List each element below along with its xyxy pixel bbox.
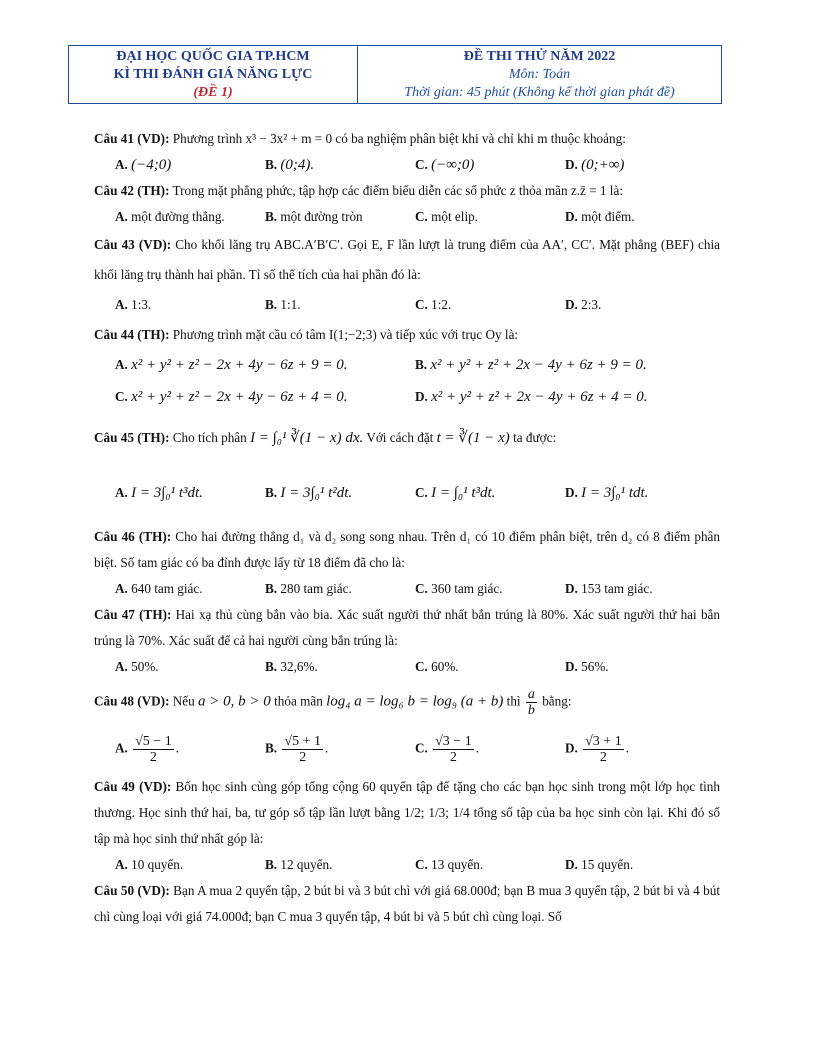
question-label: Câu 45 (TH): <box>94 430 170 445</box>
question-text: Phương trình mặt cầu có tâm I(1;−2;3) và tiếp xúc với trục Oy là: <box>172 327 519 342</box>
integral-expression: I = ∫₀¹ ∛(1 − x) dx. <box>250 430 364 446</box>
question-label: Câu 41 (VD): <box>94 131 170 146</box>
option-c[interactable]: C. (−∞;0) <box>415 156 475 173</box>
question-45: Câu 45 (TH): Cho tích phân I = ∫₀¹ ∛(1 − x) dx. Với cách đặt t = ∛(1 − x) ta được: <box>94 430 557 446</box>
question-label: Câu 47 (TH): <box>94 607 172 622</box>
question-text: Trong mặt phẳng phức, tập hợp các điểm biểu diễn các số phức z thỏa mãn z.z̄ = 1 là: <box>172 183 623 198</box>
header-right <box>358 46 721 103</box>
option-c[interactable]: C. x² + y² + z² − 2x + 4y − 6z + 4 = 0. <box>115 388 348 405</box>
option-b[interactable]: B. x² + y² + z² + 2x − 4y + 6z + 9 = 0. <box>415 356 647 373</box>
question-text: Cho hai đường thẳng d₁ và d₂ song song nhau. Trên d₁ có 10 điểm phân biệt, trên d₂ có 8 điểm phân biệt. Số tam giác có ba đỉnh được lấy từ 18 điểm đã cho là: <box>94 529 720 570</box>
option-d[interactable]: D. (0;+∞) <box>565 156 625 173</box>
option-c[interactable]: C. $\frac{√3 - 1}{2}$ . <box>415 733 480 765</box>
option-b[interactable]: B. I = 3∫₀¹ t²dt. <box>265 484 353 501</box>
question-text: Bốn học sinh cùng góp tổng cộng 60 quyển tập để tặng cho các bạn học sinh trong một lớp học tình thương. Học sinh thứ hai, ba, tư góp số tập lần lượt bằng 1/2; 1/3; 1/4 tổng số tập của ba học sinh còn lại. Khi đó số tập mà học sinh thứ nhất góp là: <box>94 779 720 846</box>
option-c[interactable]: C. I = ∫₀¹ t³dt. <box>415 484 496 501</box>
option-b[interactable]: B. (0;4). <box>265 156 315 173</box>
question-text: Cho khối lăng trụ ABC.A′B′C′. Gọi E, F lần lượt là trung điểm của AA′, CC′. Mặt phẳng (BEF) chia khối lăng trụ thành hai phần. Tỉ số thể tích của hai phần đó là: <box>94 237 720 282</box>
question-label: Câu 44 (TH): <box>94 327 170 342</box>
options-44-row1 <box>94 350 720 380</box>
options-45 <box>94 462 720 524</box>
header-left <box>69 46 358 103</box>
option-d[interactable]: D. 153 tam giác. <box>565 581 653 596</box>
option-a[interactable]: A. một đường thẳng. <box>115 209 225 224</box>
option-d[interactable]: D. một điểm. <box>565 209 635 224</box>
option-a[interactable]: A. 10 quyển. <box>115 857 184 872</box>
university-name: ĐẠI HỌC QUỐC GIA TP.HCM <box>116 48 310 64</box>
option-a[interactable]: A. 640 tam giác. <box>115 581 203 596</box>
option-a[interactable]: A. (−4;0) <box>115 156 172 173</box>
option-c[interactable]: C. 360 tam giác. <box>415 581 503 596</box>
question-41 <box>94 126 720 152</box>
a-over-b: $\frac{a}{b}$ <box>527 686 535 718</box>
exam-title: ĐỀ THI THỬ NĂM 2022 <box>463 48 616 64</box>
option-b[interactable]: B. $\frac{√5 + 1}{2}$ . <box>265 733 329 765</box>
option-c[interactable]: C. một elip. <box>415 209 479 224</box>
substitution: t = ∛(1 − x) <box>436 430 510 446</box>
question-label: Câu 50 (VD): <box>94 883 170 898</box>
option-a[interactable]: A. $\frac{√5 - 1}{2}$ . <box>115 733 180 765</box>
questions-list <box>94 126 720 930</box>
question-text: Hai xạ thủ cùng bắn vào bia. Xác suất người thứ nhất bắn trúng là 80%. Xác suất người thứ hai bắn trúng là 70%. Xác suất để cả hai người cùng bắn trúng là: <box>94 607 720 648</box>
exam-name: KÌ THI ĐÁNH GIÁ NĂNG LỰC <box>113 66 313 82</box>
options-49 <box>94 852 720 878</box>
exam-header <box>68 45 722 104</box>
options-47 <box>94 654 720 680</box>
option-c[interactable]: C. 60%. <box>415 659 459 674</box>
option-b[interactable]: B. 12 quyển. <box>265 857 333 872</box>
option-a[interactable]: A. 1:3. <box>115 297 152 312</box>
option-d[interactable]: D. 15 quyển. <box>565 857 634 872</box>
option-b[interactable]: B. một đường tròn <box>265 209 363 224</box>
options-48 <box>94 724 720 774</box>
option-d[interactable]: D. $\frac{√3 + 1}{2}$ . <box>565 733 630 765</box>
question-50 <box>94 878 720 930</box>
subject: Môn: Toán <box>508 66 571 82</box>
exam-code: (ĐỀ 1) <box>193 84 233 100</box>
question-46 <box>94 524 720 576</box>
question-43 <box>94 230 720 290</box>
option-a[interactable]: A. x² + y² + z² − 2x + 4y − 6z + 9 = 0. <box>115 356 348 373</box>
question-47 <box>94 602 720 654</box>
option-a[interactable]: A. I = 3∫₀¹ t³dt. <box>115 484 203 501</box>
question-label: Câu 43 (VD): <box>94 237 172 252</box>
question-label: Câu 48 (VD): <box>94 693 170 709</box>
question-label: Câu 46 (TH): <box>94 529 172 544</box>
option-a[interactable]: A. 50%. <box>115 659 159 674</box>
option-c[interactable]: C. 13 quyển. <box>415 857 484 872</box>
option-b[interactable]: B. 1:1. <box>265 297 301 312</box>
options-42 <box>94 204 720 230</box>
question-text: Phương trình x³ − 3x² + m = 0 có ba nghiệm phân biệt khi và chỉ khi m thuộc khoảng: <box>172 131 626 146</box>
option-d[interactable]: D. I = 3∫₀¹ tdt. <box>565 484 649 501</box>
question-44 <box>94 320 720 350</box>
question-text: Bạn A mua 2 quyển tập, 2 bút bi và 3 bút chì với giá 68.000đ; bạn B mua 3 quyển tập, 2 bút bi và 4 bút chì cùng loại với giá 74.000đ; bạn C mua 3 quyển tập, 4 bút bi và 5 bút chì cùng loại. Số <box>94 883 720 924</box>
option-b[interactable]: B. 32,6%. <box>265 659 318 674</box>
option-b[interactable]: B. 280 tam giác. <box>265 581 352 596</box>
option-d[interactable]: D. x² + y² + z² + 2x − 4y + 6z + 4 = 0. <box>415 388 648 405</box>
question-label: Câu 49 (VD): <box>94 779 172 794</box>
question-label: Câu 42 (TH): <box>94 183 170 198</box>
option-c[interactable]: C. 1:2. <box>415 297 452 312</box>
question-49 <box>94 774 720 852</box>
options-44-row2 <box>94 380 720 414</box>
question-42 <box>94 178 720 204</box>
options-43 <box>94 290 720 320</box>
options-41 <box>94 152 720 178</box>
option-d[interactable]: D. 56%. <box>565 659 609 674</box>
option-d[interactable]: D. 2:3. <box>565 297 602 312</box>
time-limit: Thời gian: 45 phút (Không kể thời gian phát đề) <box>404 84 675 100</box>
question-48: Câu 48 (VD): Nếu a > 0, b > 0 thỏa mãn log₄ a = log₆ b = log₉ (a + b) thì $\frac{a}{b}$ bằng: <box>94 686 572 718</box>
options-46 <box>94 576 720 602</box>
